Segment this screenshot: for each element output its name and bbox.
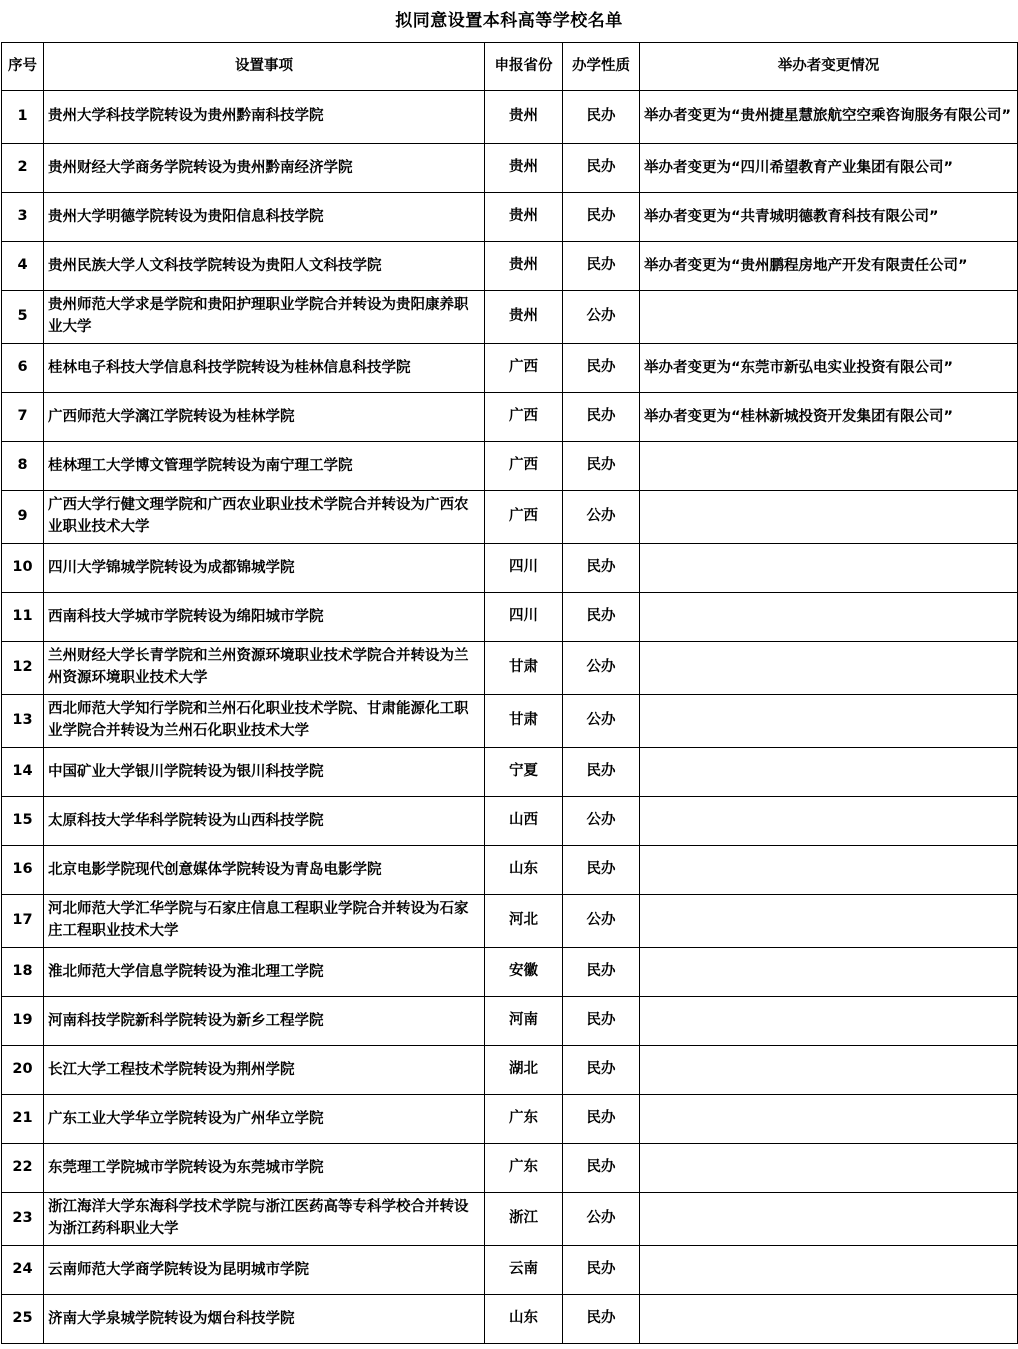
row-index-cell: 22 — [2, 1144, 44, 1193]
row-index-cell: 9 — [2, 491, 44, 544]
row-notes-cell — [640, 695, 1018, 748]
row-province-cell: 广东 — [485, 1095, 563, 1144]
row-nature-cell: 民办 — [563, 144, 640, 193]
row-item-cell: 西北师范大学知行学院和兰州石化职业技术学院、甘肃能源化工职业学院合并转设为兰州石化职业技术大学 — [44, 695, 485, 748]
column-header-nature: 办学性质 — [563, 43, 640, 91]
page-title: 拟同意设置本科高等学校名单 — [395, 10, 623, 31]
row-nature-cell: 民办 — [563, 344, 640, 393]
row-index-cell: 2 — [2, 144, 44, 193]
row-nature-cell: 民办 — [563, 846, 640, 895]
row-province-cell: 宁夏 — [485, 748, 563, 797]
row-notes-cell — [640, 1046, 1018, 1095]
table-row — [2, 846, 1018, 895]
row-province-cell: 贵州 — [485, 242, 563, 291]
row-item-cell: 广西大学行健文理学院和广西农业职业技术学院合并转设为广西农业职业技术大学 — [44, 491, 485, 544]
row-index-cell: 12 — [2, 642, 44, 695]
table-row — [2, 797, 1018, 846]
row-nature-cell: 公办 — [563, 491, 640, 544]
row-item-cell: 西南科技大学城市学院转设为绵阳城市学院 — [44, 593, 485, 642]
row-nature-cell: 民办 — [563, 393, 640, 442]
row-item-cell: 贵州大学明德学院转设为贵阳信息科技学院 — [44, 193, 485, 242]
row-province-cell: 贵州 — [485, 193, 563, 242]
row-index-cell: 20 — [2, 1046, 44, 1095]
row-notes-cell — [640, 748, 1018, 797]
row-index-cell: 11 — [2, 593, 44, 642]
row-notes-cell — [640, 895, 1018, 948]
row-item-cell: 四川大学锦城学院转设为成都锦城学院 — [44, 544, 485, 593]
row-province-cell: 浙江 — [485, 1193, 563, 1246]
row-index-cell: 15 — [2, 797, 44, 846]
row-nature-cell: 民办 — [563, 193, 640, 242]
table-row — [2, 193, 1018, 242]
row-index-cell: 23 — [2, 1193, 44, 1246]
row-province-cell: 四川 — [485, 593, 563, 642]
row-item-cell: 太原科技大学华科学院转设为山西科技学院 — [44, 797, 485, 846]
row-nature-cell: 民办 — [563, 997, 640, 1046]
row-index-cell: 19 — [2, 997, 44, 1046]
column-header-item: 设置事项 — [44, 43, 485, 91]
row-province-cell: 贵州 — [485, 91, 563, 144]
row-item-cell: 贵州大学科技学院转设为贵州黔南科技学院 — [44, 91, 485, 144]
table-row — [2, 748, 1018, 797]
row-province-cell: 广西 — [485, 393, 563, 442]
row-index-cell: 24 — [2, 1246, 44, 1295]
column-header-notes: 举办者变更情况 — [640, 43, 1018, 91]
table-header — [2, 43, 1018, 91]
row-index-cell: 13 — [2, 695, 44, 748]
table-row — [2, 1095, 1018, 1144]
row-nature-cell: 公办 — [563, 695, 640, 748]
row-nature-cell: 民办 — [563, 948, 640, 997]
school-list-table — [1, 42, 1018, 1344]
row-province-cell: 山东 — [485, 1295, 563, 1344]
row-notes-cell — [640, 291, 1018, 344]
row-index-cell: 3 — [2, 193, 44, 242]
row-province-cell: 广西 — [485, 442, 563, 491]
row-province-cell: 四川 — [485, 544, 563, 593]
table-row — [2, 642, 1018, 695]
row-notes-cell — [640, 642, 1018, 695]
table-row — [2, 1246, 1018, 1295]
table-row — [2, 491, 1018, 544]
table-row — [2, 291, 1018, 344]
table-row — [2, 442, 1018, 491]
row-nature-cell: 民办 — [563, 1046, 640, 1095]
row-notes-cell — [640, 491, 1018, 544]
row-index-cell: 17 — [2, 895, 44, 948]
row-index-cell: 5 — [2, 291, 44, 344]
row-notes-cell — [640, 544, 1018, 593]
row-nature-cell: 民办 — [563, 91, 640, 144]
row-province-cell: 河南 — [485, 997, 563, 1046]
row-index-cell: 7 — [2, 393, 44, 442]
table-row — [2, 1193, 1018, 1246]
column-header-province: 申报省份 — [485, 43, 563, 91]
row-nature-cell: 民办 — [563, 1095, 640, 1144]
row-province-cell: 广西 — [485, 491, 563, 544]
row-item-cell: 北京电影学院现代创意媒体学院转设为青岛电影学院 — [44, 846, 485, 895]
row-nature-cell: 民办 — [563, 1246, 640, 1295]
table-row — [2, 695, 1018, 748]
row-notes-cell — [640, 1246, 1018, 1295]
row-item-cell: 东莞理工学院城市学院转设为东莞城市学院 — [44, 1144, 485, 1193]
row-index-cell: 1 — [2, 91, 44, 144]
row-item-cell: 兰州财经大学长青学院和兰州资源环境职业技术学院合并转设为兰州资源环境职业技术大学 — [44, 642, 485, 695]
row-index-cell: 16 — [2, 846, 44, 895]
row-province-cell: 河北 — [485, 895, 563, 948]
row-nature-cell: 民办 — [563, 593, 640, 642]
row-nature-cell: 公办 — [563, 291, 640, 344]
table-body — [2, 91, 1018, 1344]
row-notes-cell — [640, 846, 1018, 895]
row-notes-cell — [640, 1144, 1018, 1193]
row-province-cell: 云南 — [485, 1246, 563, 1295]
row-notes-cell — [640, 948, 1018, 997]
document-title-bar — [0, 0, 1018, 42]
row-item-cell: 贵州财经大学商务学院转设为贵州黔南经济学院 — [44, 144, 485, 193]
column-header-index: 序号 — [2, 43, 44, 91]
row-index-cell: 8 — [2, 442, 44, 491]
table-header-row — [2, 43, 1018, 91]
row-notes-cell — [640, 593, 1018, 642]
row-item-cell: 广西师范大学漓江学院转设为桂林学院 — [44, 393, 485, 442]
row-province-cell: 安徽 — [485, 948, 563, 997]
row-notes-cell: 举办者变更为“四川希望教育产业集团有限公司” — [640, 144, 1018, 193]
table-row — [2, 997, 1018, 1046]
row-nature-cell: 民办 — [563, 544, 640, 593]
row-nature-cell: 公办 — [563, 895, 640, 948]
row-item-cell: 河北师范大学汇华学院与石家庄信息工程职业学院合并转设为石家庄工程职业技术大学 — [44, 895, 485, 948]
row-nature-cell: 民办 — [563, 1144, 640, 1193]
row-province-cell: 广东 — [485, 1144, 563, 1193]
row-item-cell: 桂林电子科技大学信息科技学院转设为桂林信息科技学院 — [44, 344, 485, 393]
row-item-cell: 贵州民族大学人文科技学院转设为贵阳人文科技学院 — [44, 242, 485, 291]
row-notes-cell — [640, 997, 1018, 1046]
row-item-cell: 云南师范大学商学院转设为昆明城市学院 — [44, 1246, 485, 1295]
row-item-cell: 淮北师范大学信息学院转设为淮北理工学院 — [44, 948, 485, 997]
row-province-cell: 贵州 — [485, 291, 563, 344]
row-item-cell: 济南大学泉城学院转设为烟台科技学院 — [44, 1295, 485, 1344]
row-province-cell: 甘肃 — [485, 695, 563, 748]
row-province-cell: 贵州 — [485, 144, 563, 193]
row-item-cell: 浙江海洋大学东海科学技术学院与浙江医药高等专科学校合并转设为浙江药科职业大学 — [44, 1193, 485, 1246]
row-item-cell: 河南科技学院新科学院转设为新乡工程学院 — [44, 997, 485, 1046]
table-row — [2, 393, 1018, 442]
row-nature-cell: 民办 — [563, 442, 640, 491]
table-row — [2, 91, 1018, 144]
row-index-cell: 18 — [2, 948, 44, 997]
row-notes-cell: 举办者变更为“东莞市新弘电实业投资有限公司” — [640, 344, 1018, 393]
row-province-cell: 山西 — [485, 797, 563, 846]
row-index-cell: 25 — [2, 1295, 44, 1344]
row-province-cell: 甘肃 — [485, 642, 563, 695]
table-row — [2, 144, 1018, 193]
table-row — [2, 242, 1018, 291]
table-row — [2, 544, 1018, 593]
table-row — [2, 948, 1018, 997]
table-row — [2, 344, 1018, 393]
row-notes-cell: 举办者变更为“贵州捷星慧旅航空空乘咨询服务有限公司” — [640, 91, 1018, 144]
row-item-cell: 广东工业大学华立学院转设为广州华立学院 — [44, 1095, 485, 1144]
row-nature-cell: 民办 — [563, 242, 640, 291]
row-item-cell: 贵州师范大学求是学院和贵阳护理职业学院合并转设为贵阳康养职业大学 — [44, 291, 485, 344]
table-row — [2, 1046, 1018, 1095]
table-row — [2, 1144, 1018, 1193]
row-notes-cell — [640, 1095, 1018, 1144]
row-item-cell: 桂林理工大学博文管理学院转设为南宁理工学院 — [44, 442, 485, 491]
row-notes-cell — [640, 1193, 1018, 1246]
row-province-cell: 湖北 — [485, 1046, 563, 1095]
row-notes-cell: 举办者变更为“贵州鹏程房地产开发有限责任公司” — [640, 242, 1018, 291]
row-index-cell: 10 — [2, 544, 44, 593]
row-item-cell: 中国矿业大学银川学院转设为银川科技学院 — [44, 748, 485, 797]
row-notes-cell: 举办者变更为“桂林新城投资开发集团有限公司” — [640, 393, 1018, 442]
row-index-cell: 21 — [2, 1095, 44, 1144]
row-nature-cell: 民办 — [563, 1295, 640, 1344]
row-index-cell: 4 — [2, 242, 44, 291]
table-row — [2, 593, 1018, 642]
row-notes-cell — [640, 797, 1018, 846]
row-index-cell: 6 — [2, 344, 44, 393]
row-notes-cell — [640, 1295, 1018, 1344]
row-province-cell: 广西 — [485, 344, 563, 393]
row-item-cell: 长江大学工程技术学院转设为荆州学院 — [44, 1046, 485, 1095]
row-nature-cell: 民办 — [563, 748, 640, 797]
table-row — [2, 1295, 1018, 1344]
table-row — [2, 895, 1018, 948]
row-nature-cell: 公办 — [563, 797, 640, 846]
row-nature-cell: 公办 — [563, 642, 640, 695]
row-notes-cell: 举办者变更为“共青城明德教育科技有限公司” — [640, 193, 1018, 242]
row-nature-cell: 公办 — [563, 1193, 640, 1246]
row-province-cell: 山东 — [485, 846, 563, 895]
row-index-cell: 14 — [2, 748, 44, 797]
row-notes-cell — [640, 442, 1018, 491]
